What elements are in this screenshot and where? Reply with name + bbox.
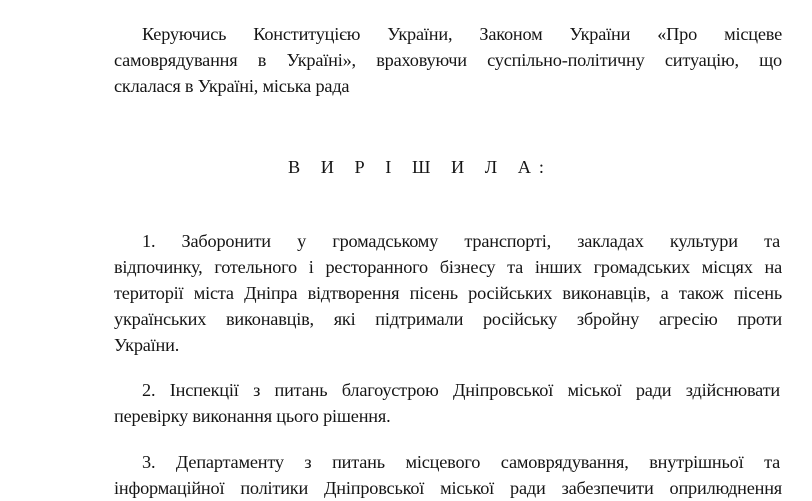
preamble-line-2: самоврядування в Україні», враховуючи суспільно-політичну ситуацію, що xyxy=(114,50,782,70)
item-3-line-2: інформаційної політики Дніпровської міської ради забезпечити оприлюднення xyxy=(114,478,782,498)
item-1-line-5: України. xyxy=(114,335,180,355)
item-1-line-2: відпочинку, готельного і ресторанного бізнесу та інших громадських місцях на xyxy=(114,257,782,277)
item-2-line-1: 2. Інспекції з питань благоустрою Дніпровської міської ради здійснювати xyxy=(142,380,780,400)
item-2-line-2: перевірку виконання цього рішення. xyxy=(114,406,391,426)
item-1-line-1: 1. Заборонити у громадському транспорті, закладах культури та xyxy=(142,231,780,251)
preamble-line-3: склалася в Україні, міська рада xyxy=(114,76,350,96)
item-1-line-3: території міста Дніпра відтворення пісень російських виконавців, а також пісень xyxy=(114,283,782,303)
decision-heading: В И Р І Ш И Л А: xyxy=(288,157,552,177)
item-3-line-1: 3. Департаменту з питань місцевого самоврядування, внутрішньої та xyxy=(142,452,780,472)
preamble-line-1: Керуючись Конституцією України, Законом України «Про місцеве xyxy=(142,24,782,44)
item-1-line-4: українських виконавців, які підтримали російську збройну агресію проти xyxy=(114,309,782,329)
